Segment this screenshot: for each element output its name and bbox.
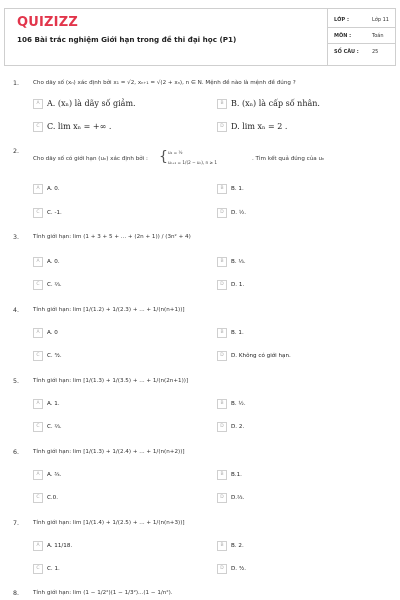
option-text: C. 1. [47,565,60,572]
option-badge: D [217,493,227,503]
option-d[interactable] [217,121,287,132]
option-badge: D [217,422,227,432]
option-c[interactable] [33,492,58,503]
meta-divider [328,27,396,28]
question-number: 1. [13,80,20,87]
option-badge: C [33,208,43,218]
system-line-2: uₙ₊₁ = 1/(2 − uₙ), n ≥ 1 [168,160,218,165]
option-badge: C [33,351,43,361]
option-badge: A [33,99,43,109]
system-brace: { [159,149,168,165]
question-number: 5. [13,378,20,385]
question-text: Tính giới hạn: lim [1/(1.2) + 1/(2.3) + ... + 1/(n(n+1))] [33,307,185,313]
option-c[interactable] [33,350,62,361]
option-text: C. ³⁄₂. [47,352,62,359]
option-text: D. Không có giới hạn. [231,352,291,359]
option-text: C. -1. [47,209,62,216]
question-text: Tính giới hạn: lim [1/(1.3) + 1/(2.4) + ... + 1/(n(n+2))] [33,449,185,455]
option-text: C. lim xₙ = +∞ . [47,122,112,131]
question-number: 2. [13,148,20,155]
option-text: B. 1. [231,185,244,192]
option-text: B.1. [231,471,242,478]
option-a[interactable] [33,98,136,109]
option-text: C.0. [47,494,59,501]
option-text: A. 0. [47,185,60,192]
option-b[interactable] [217,256,246,267]
question-text: Tính giới hạn: lim (1 − 1/2²)(1 − 1/3²)...(1 − 1/n²). [33,590,173,596]
question-text: Cho dãy số có giới hạn (uₙ) xác định bởi : [33,156,148,162]
question-2 [0,146,400,226]
option-text: A. 1. [47,400,60,407]
meta-value: 25 [372,49,379,55]
option-c[interactable] [33,121,111,132]
option-text: A. (xₙ) là dãy số giảm. [47,99,136,108]
option-c[interactable] [33,421,62,432]
option-badge: A [33,184,43,194]
option-text: B. ½. [231,400,246,407]
option-c[interactable] [33,279,62,290]
option-text: B. 1. [231,329,244,336]
option-a[interactable] [33,256,60,267]
option-a[interactable] [33,183,60,194]
option-b[interactable] [217,540,244,551]
option-text: D. 1. [231,281,245,288]
option-badge: D [217,208,227,218]
meta-row-grade [328,13,396,27]
option-a[interactable] [33,327,58,338]
option-text: A. 0 [47,329,58,336]
question-number: 6. [13,449,20,456]
option-text: A. 0. [47,258,60,265]
question-3 [0,232,400,296]
question-text: Cho dãy số (xₙ) xác định bởi x₁ = √2, xₙ₊₁ = √(2 + xₙ), n ∈ N. Mệnh đề nào là mệnh đề đúng ? [33,80,296,86]
question-1 [0,78,400,138]
option-badge: A [33,328,43,338]
meta-value: Toán [372,33,384,39]
option-text: B. (xₙ) là cấp số nhân. [231,99,320,108]
option-badge: C [33,422,43,432]
option-text: C. ⅔. [47,423,62,430]
option-text: D. lim xₙ = 2 . [231,122,288,131]
option-b[interactable] [217,183,244,194]
option-d[interactable] [217,350,291,361]
option-badge: D [217,280,227,290]
option-b[interactable] [217,469,242,480]
option-badge: D [217,351,227,361]
option-b[interactable] [217,327,244,338]
option-text: C. ⅔. [47,281,62,288]
system-line-1: u₁ = ½ [168,150,183,155]
option-text: B. ⅓. [231,258,246,265]
option-badge: C [33,564,43,574]
option-badge: C [33,280,43,290]
option-a[interactable] [33,540,72,551]
question-text-after: . Tìm kết quả đúng của uₙ [252,156,325,162]
document-header [4,8,396,66]
question-6 [0,447,400,511]
option-d[interactable] [217,492,244,503]
meta-key: LỚP : [334,17,349,23]
question-7 [0,518,400,582]
option-badge: B [217,328,227,338]
question-number: 7. [13,520,20,527]
question-4 [0,305,400,369]
option-badge: B [217,257,227,267]
option-a[interactable] [33,398,60,409]
option-b[interactable] [217,398,246,409]
question-number: 8. [13,590,20,597]
meta-value: Lớp 11 [372,17,389,23]
meta-key: MÔN : [334,33,352,39]
option-b[interactable] [217,98,320,109]
option-a[interactable] [33,469,61,480]
meta-row-subject [328,29,396,43]
option-badge: C [33,122,43,132]
document-title: 106 Bài trắc nghiệm Giới hạn trong đề thi đại học (P1) [17,35,237,44]
option-text: D. 2. [231,423,245,430]
option-text: D. ³⁄₂. [231,565,247,572]
option-badge: D [217,564,227,574]
question-number: 3. [13,234,20,241]
option-d[interactable] [217,279,244,290]
option-badge: A [33,541,43,551]
option-badge: B [217,470,227,480]
meta-key: SỐ CÂU : [334,49,359,55]
meta-divider [328,43,396,44]
option-badge: B [217,541,227,551]
option-badge: A [33,399,43,409]
option-badge: B [217,399,227,409]
option-text: A. 11/18. [47,542,73,549]
option-text: B. 2. [231,542,244,549]
option-d[interactable] [217,207,246,218]
option-text: A. ¾. [47,471,62,478]
option-badge: A [33,257,43,267]
question-text: Tính giới hạn: lim (1 + 3 + 5 + ... + (2n + 1)) / (3n² + 4) [33,234,191,240]
option-c[interactable] [33,207,62,218]
question-text: Tính giới hạn: lim [1/(1.4) + 1/(2.5) + ... + 1/(n(n+3))] [33,520,185,526]
quizizz-logo: QUIZIZZ [17,15,78,30]
option-badge: B [217,184,227,194]
option-badge: C [33,493,43,503]
option-badge: A [33,470,43,480]
option-text: D. ½. [231,209,247,216]
meta-panel [327,9,395,65]
question-number: 4. [13,307,20,314]
meta-row-count [328,45,396,59]
question-5 [0,376,400,440]
option-text: D.⅔. [231,494,245,501]
option-d[interactable] [217,563,246,574]
question-text: Tính giới hạn: lim [1/(1.3) + 1/(3.5) + ... + 1/(n(2n+1))] [33,378,189,384]
option-badge: B [217,99,227,109]
option-badge: D [217,122,227,132]
question-8 [0,589,400,600]
option-c[interactable] [33,563,60,574]
option-d[interactable] [217,421,244,432]
